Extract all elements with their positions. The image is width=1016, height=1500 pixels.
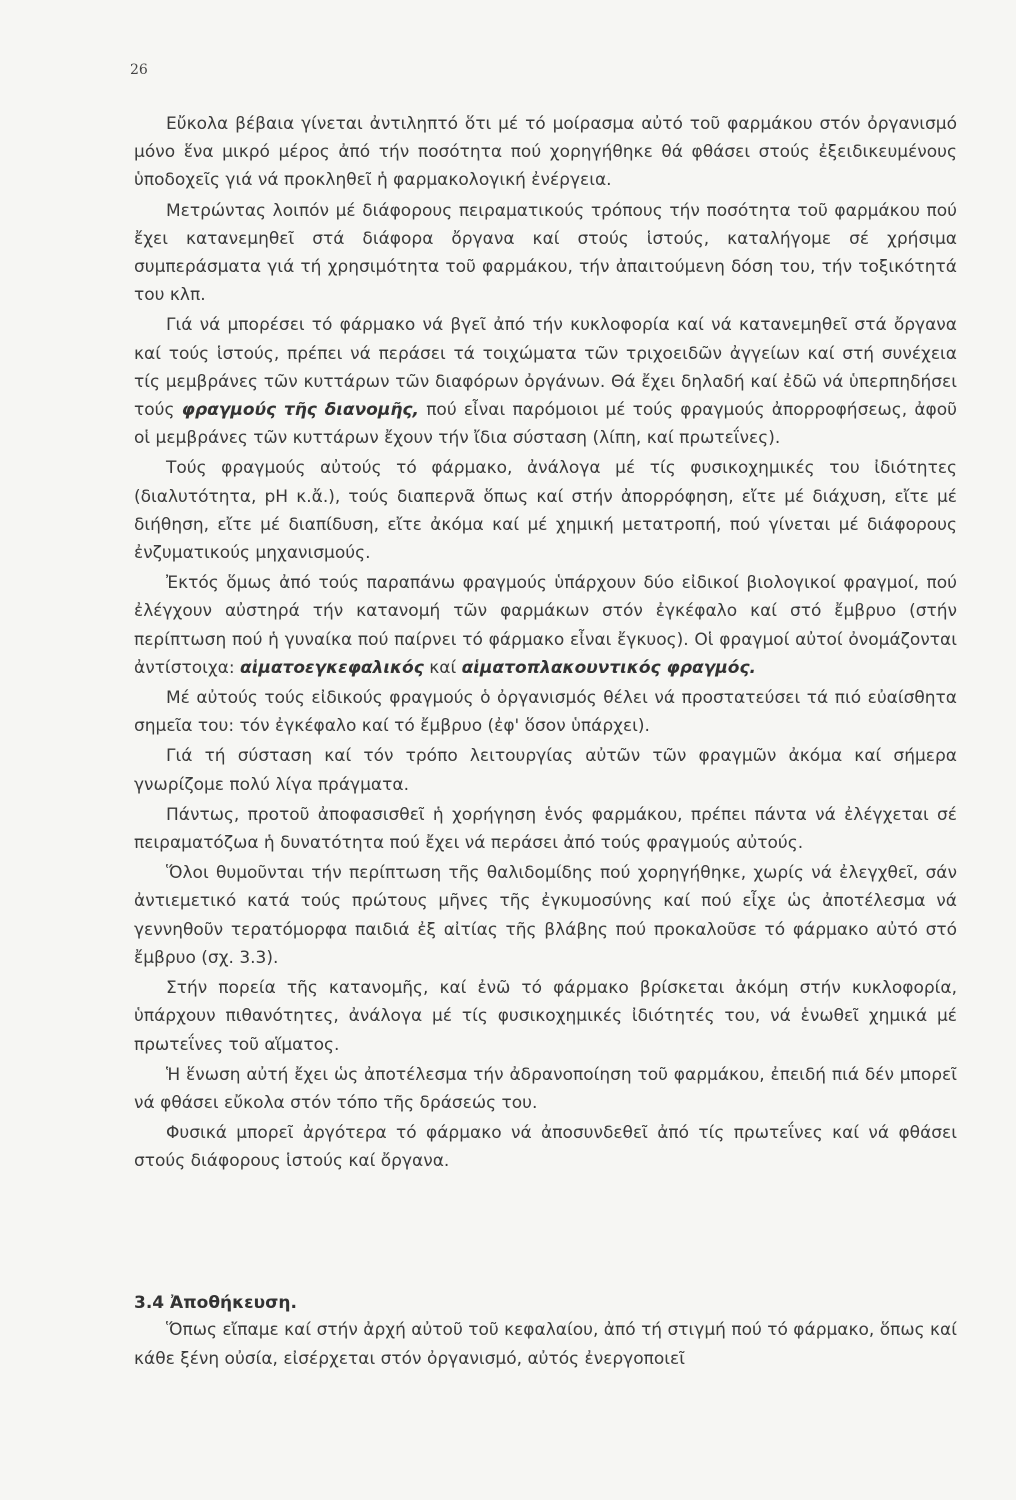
paragraph: Γιά τή σύσταση καί τόν τρόπο λειτουργίας αὐτῶν τῶν φραγμῶν ἀκόμα καί σήμερα γνωρίζομε πολύ λίγα πράγματα. [134,746,957,795]
paragraph: Ὅλοι θυμοῦνται τήν περίπτωση τῆς θαλιδομίδης πού χορηγήθηκε, χωρίς νά ἐλεγχθεῖ, σάν ἀντιεμετικό κατά τούς πρώτους μῆνες τῆς ἐγκυμοσύνης καί πού εἶχε ὡς ἀποτέλεσμα νά γεννηθοῦν τερατόμορφα παιδιά ἐξ αἰτίας τῆς βλάβης πού προκαλοῦσε τό φάρμακο αὐτό στό ἔμβρυο (σχ. 3.3). [134,863,957,968]
paragraph: Εὔκολα βέβαια γίνεται ἀντιληπτό ὅτι μέ τό μοίρασμα αὐτό τοῦ φαρμάκου στόν ὀργανισμό μόνο ἕνα μικρό μέρος ἀπό τήν ποσότητα πού χορηγήθηκε θά φθάσει στούς ἐξειδικευμένους ὑποδοχεῖς γιά νά προκληθεῖ ἡ φαρμακολογική ἐνέργεια. [134,114,957,191]
text-run: Γιά νά μπορέσει τό φάρμακο νά βγεῖ ἀπό τήν κυκλοφορία καί νά κατανεμηθεῖ στά ὄργανα καί τούς ἱστούς, πρέπει νά περάσει τά τοιχώματα τῶν τριχοειδῶν ἀγγείων καί στή συνέχεια τίς μεμβράνες τῶν κυττάρων τῶν διαφόρων ὀργάνων. Θά ἔχει δηλαδή καί ἐδῶ νά ὑπερπηδήσει τούς [134,315,957,421]
page-number: 26 [130,62,148,78]
emphasis-term: φραγμούς τῆς διανομῆς, [181,400,419,421]
paragraph-distribution-barriers [134,311,957,452]
text-run: πού εἶναι παρόμοιοι μέ τούς φραγμούς ἀπορροφήσεως, ἀφοῦ οἱ μεμβράνες τῶν κυττάρων ἔχουν τήν ἴδια σύσταση (λίπη, καί πρωτεΐνες). [134,400,958,449]
paragraph: Μετρώντας λοιπόν μέ διάφορους πειραματικούς τρόπους τήν ποσότητα τοῦ φαρμάκου πού ἔχει κατανεμηθεῖ στά διάφορα ὄργανα καί στούς ἱστούς, καταλήγομε σέ χρήσιμα συμπεράσματα γιά τή χρησιμότητα τοῦ φαρμάκου, τήν ἀπαιτούμενη δόση του, τήν τοξικότητά του κλπ. [134,200,957,306]
emphasis-term: αἱματοεγκεφαλικός [240,657,424,678]
section-heading: 3.4 Ἀποθήκευση. [134,1293,297,1313]
body-text [134,110,957,1178]
paragraph: Πάντως, προτοῦ ἀποφασισθεῖ ἡ χορήγηση ἑνός φαρμάκου, πρέπει πάντα νά ἐλέγχεται σέ πειραματόζωα ἡ δυνατότητα πού ἔχει νά περάσει ἀπό τούς φραγμούς αὐτούς. [134,804,957,854]
paragraph-special-barriers [134,569,957,682]
paragraph: Φυσικά μπορεῖ ἀργότερα τό φάρμακο νά ἀποσυνδεθεῖ ἀπό τίς πρωτεΐνες καί νά φθάσει στούς διάφορους ἱστούς καί ὄργανα. [134,1123,957,1172]
paragraph: Στήν πορεία τῆς κατανομῆς, καί ἐνῶ τό φάρμακο βρίσκεται ἀκόμη στήν κυκλοφορία, ὑπάρχουν πιθανότητες, ἀνάλογα μέ τίς φυσικοχημικές ἰδιότητές του, νά ἑνωθεῖ χημικά μέ πρωτεΐνες τοῦ αἵματος. [134,978,957,1055]
paragraph: Τούς φραγμούς αὐτούς τό φάρμακο, ἀνάλογα μέ τίς φυσικοχημικές του ἰδιότητες (διαλυτότητα, pH κ.ἄ.), τούς διαπερνᾶ ὅπως καί στήν ἀπορρόφηση, εἴτε μέ διάχυση, εἴτε μέ διήθηση, εἴτε μέ διαπίδυση, εἴτε ἀκόμα καί μέ χημική μετατροπή, πού γίνεται μέ διάφορους ἐνζυματικούς μηχανισμούς. [134,458,957,564]
paragraph: Ἡ ἕνωση αὐτή ἔχει ὡς ἀποτέλεσμα τήν ἀδρανοποίηση τοῦ φαρμάκου, ἐπειδή πιά δέν μπορεῖ νά φθάσει εὔκολα στόν τόπο τῆς δράσεώς του. [134,1064,957,1113]
paragraph: Μέ αὐτούς τούς εἰδικούς φραγμούς ὁ ὀργανισμός θέλει νά προστατεύσει τά πιό εὐαίσθητα σημεῖα του: τόν ἐγκέφαλο καί τό ἔμβρυο (ἐφ' ὅσον ὑπάρχει). [134,688,957,737]
text-run: Ἐκτός ὅμως ἀπό τούς παραπάνω φραγμούς ὑπάρχουν δύο εἰδικοί βιολογικοί φραγμοί, πού ἐλέγχουν αὐστηρά τήν κατανομή τῶν φαρμάκων στόν ἐγκέφαλο καί στό ἔμβρυο (στήν περίπτωση πού ἡ γυναίκα πού παίρνει τό φάρμακο εἶναι ἔγκυος). Οἱ φραγμοί αὐτοί ὀνομάζονται ἀντίστοιχα: [134,573,957,678]
emphasis-term: αἱματοπλακουντικός φραγμός. [461,657,757,678]
section-paragraph: Ὅπως εἴπαμε καί στήν ἀρχή αὐτοῦ τοῦ κεφαλαίου, ἀπό τή στιγμή πού τό φάρμακο, ὅπως καί κάθε ξένη οὐσία, εἰσέρχεται στόν ὀργανισμό, αὐτός ἐνεργοποιεῖ [134,1320,957,1369]
text-run: καί [429,657,457,678]
